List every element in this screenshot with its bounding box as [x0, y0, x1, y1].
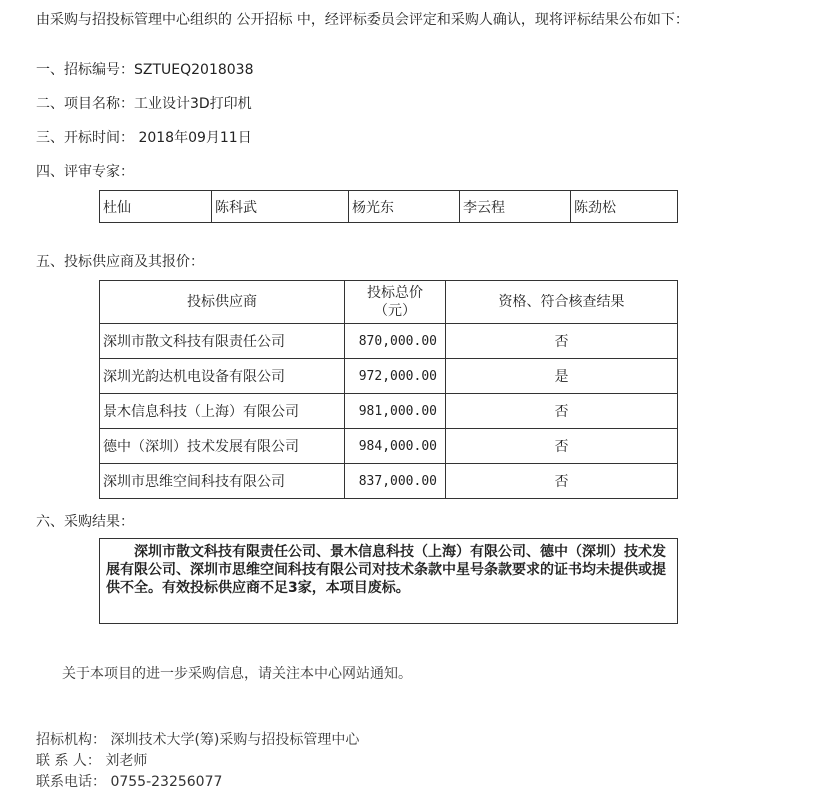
check-cell: 否 — [446, 429, 678, 464]
check-cell: 否 — [446, 394, 678, 429]
tender-number: 一、招标编号：SZTUEQ2018038 — [36, 62, 254, 78]
project-name: 二、项目名称：工业设计3D打印机 — [36, 96, 252, 112]
contact-line: 联 系 人： 刘老师 — [36, 753, 148, 769]
bids-heading: 五、投标供应商及其报价： — [36, 254, 204, 270]
expert-cell: 陈劲松 — [571, 191, 678, 223]
supplier-cell: 深圳光韵达机电设备有限公司 — [100, 359, 345, 394]
table-row — [100, 464, 678, 499]
result-heading: 六、采购结果： — [36, 514, 134, 530]
price-cell: 981,000.00 — [345, 394, 446, 429]
expert-cell: 杨光东 — [349, 191, 460, 223]
price-cell: 837,000.00 — [345, 464, 446, 499]
org-line: 招标机构： 深圳技术大学(筹)采购与招投标管理中心 — [36, 732, 360, 748]
experts-table — [99, 190, 678, 223]
supplier-cell: 德中（深圳）技术发展有限公司 — [100, 429, 345, 464]
intro-text: 由采购与招投标管理中心组织的 公开招标 中，经评标委员会评定和采购人确认，现将评标结果公布如下： — [36, 12, 689, 28]
expert-cell: 李云程 — [460, 191, 571, 223]
price-cell: 870,000.00 — [345, 324, 446, 359]
expert-cell: 陈科武 — [212, 191, 349, 223]
header-check: 资格、符合核查结果 — [446, 281, 678, 324]
table-row — [100, 324, 678, 359]
experts-heading: 四、评审专家： — [36, 164, 134, 180]
price-cell: 972,000.00 — [345, 359, 446, 394]
table-header-row — [100, 281, 678, 324]
opening-time: 三、开标时间： 2018年09月11日 — [36, 130, 252, 146]
table-row — [100, 359, 678, 394]
phone-line: 联系电话： 0755-23256077 — [36, 774, 223, 790]
bids-table — [99, 280, 678, 499]
table-row — [100, 429, 678, 464]
supplier-cell: 深圳市散文科技有限责任公司 — [100, 324, 345, 359]
notice-text: 关于本项目的进一步采购信息，请关注本中心网站通知。 — [62, 666, 412, 682]
price-cell: 984,000.00 — [345, 429, 446, 464]
expert-cell: 杜仙 — [100, 191, 212, 223]
supplier-cell: 深圳市思维空间科技有限公司 — [100, 464, 345, 499]
supplier-cell: 景木信息科技（上海）有限公司 — [100, 394, 345, 429]
check-cell: 否 — [446, 324, 678, 359]
header-price: 投标总价 （元） — [345, 281, 446, 324]
check-cell: 否 — [446, 464, 678, 499]
header-supplier: 投标供应商 — [100, 281, 345, 324]
result-text: 深圳市散文科技有限责任公司、景木信息科技（上海）有限公司、德中（深圳）技术发展有限公司、深圳市思维空间科技有限公司对技术条款中星号条款要求的证书均未提供或提供不全。有效投标供应商不足3家，本项目废标。 — [99, 538, 678, 624]
check-cell: 是 — [446, 359, 678, 394]
table-row — [100, 394, 678, 429]
